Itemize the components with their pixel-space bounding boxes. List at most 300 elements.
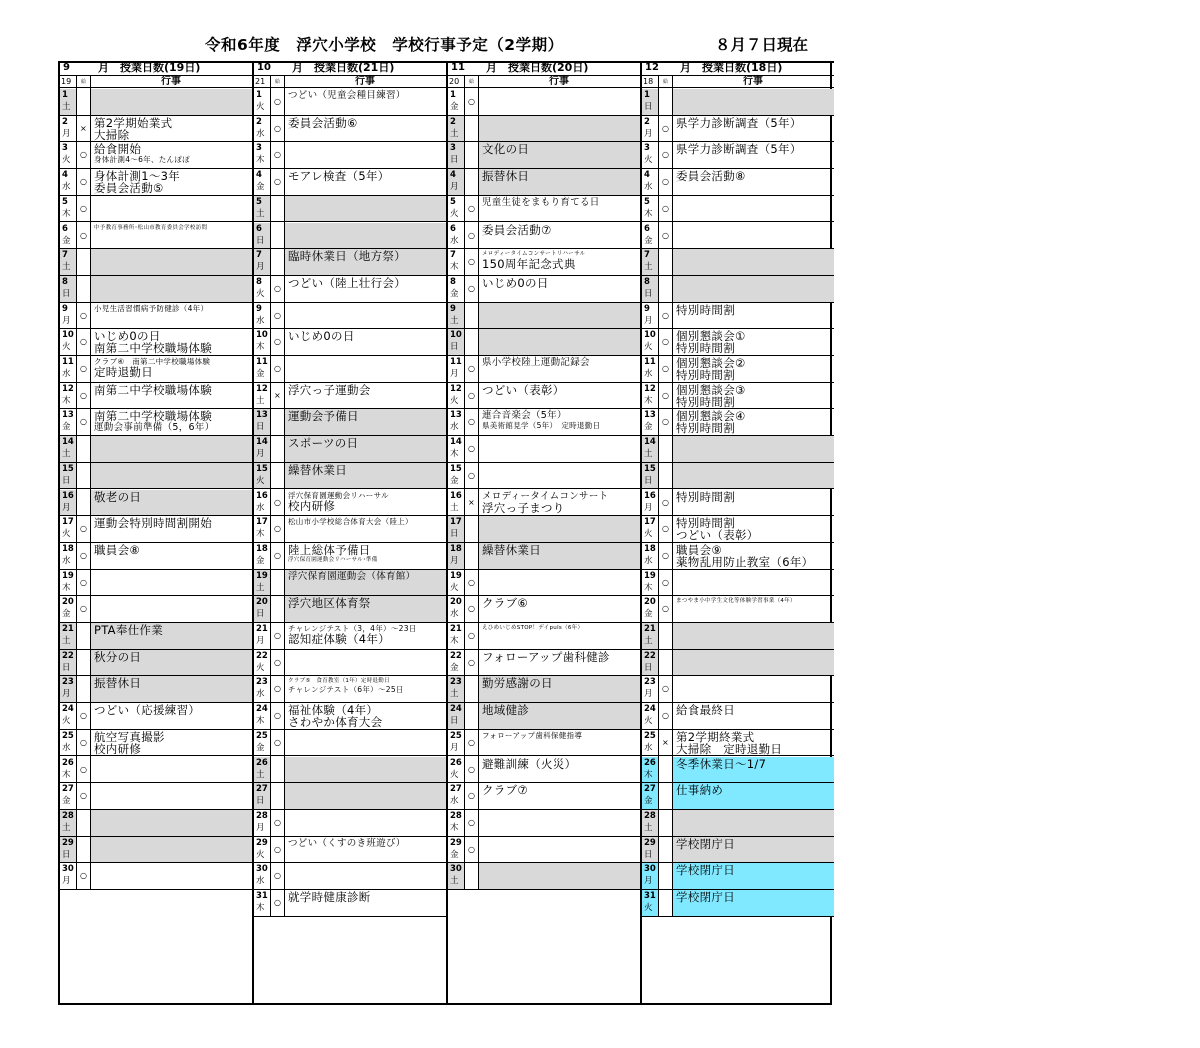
date-cell: [448, 650, 464, 676]
weekday: 日: [62, 662, 71, 673]
lunch-mark: ○: [662, 550, 669, 560]
weekday: 土: [256, 208, 265, 219]
month-title: 月 授業日数(18日): [680, 61, 783, 74]
lunch-mark: ○: [468, 97, 475, 106]
lunch-mark: ○: [662, 577, 669, 587]
date-cell: [448, 596, 464, 622]
lunch-cell: [271, 890, 284, 916]
date-cell: [642, 596, 658, 622]
lunch-mark: ○: [274, 310, 281, 320]
day-number: 18: [644, 543, 656, 554]
event-text: 松山市小学校総合体育大会（陸上）: [288, 517, 413, 527]
day-number: 25: [450, 730, 462, 741]
lunch-cell: [465, 596, 478, 622]
day-number: 20: [256, 597, 268, 608]
lunch-cell: [271, 463, 284, 489]
lunch-cell: [77, 276, 90, 302]
day-number: 9: [644, 303, 650, 314]
day-row: [254, 837, 446, 864]
day-row: [642, 890, 834, 917]
day-number: 3: [644, 143, 650, 154]
date-cell: [254, 623, 270, 649]
month-column-9: [58, 61, 252, 1003]
event-cell: [285, 730, 446, 756]
day-row: [448, 650, 640, 677]
date-cell: [448, 810, 464, 836]
weekday: 土: [450, 502, 459, 513]
event-text: まつやま小中学生文化等体験学習事業（4年）: [676, 598, 796, 605]
day-number: 26: [644, 757, 656, 768]
weekday: 木: [450, 822, 459, 833]
lunch-mark: ○: [468, 844, 475, 854]
day-number: 10: [450, 330, 462, 341]
weekday: 木: [256, 716, 265, 727]
date-cell: [254, 676, 270, 702]
day-number: 12: [450, 383, 462, 394]
day-row: [642, 409, 834, 436]
lunch-mark: ○: [274, 737, 281, 747]
event-cell: [673, 890, 834, 916]
event-cell: [479, 329, 640, 355]
day-row: [448, 142, 640, 169]
day-number: 19: [644, 570, 656, 581]
event-text: クラブ⑥: [482, 596, 529, 611]
day-number: 29: [62, 837, 74, 848]
event-text: 繰替休業日: [482, 542, 541, 557]
lunch-cell: [271, 516, 284, 542]
event-lines: [673, 143, 802, 155]
event-cell: [91, 623, 252, 649]
event-text: つどい（児童会種目練習）: [288, 90, 406, 101]
day-number: 14: [644, 437, 656, 448]
event-cell: [285, 837, 446, 863]
weekday: 月: [644, 502, 653, 513]
event-cell: [91, 676, 252, 702]
month-title: 月 授業日数(19日): [98, 61, 201, 74]
lunch-cell: [465, 623, 478, 649]
day-row: [60, 676, 252, 703]
event-lines: [285, 384, 371, 396]
month-header: [254, 61, 446, 76]
lunch-cell: [271, 249, 284, 275]
lunch-mark: ○: [80, 791, 87, 801]
weekday: 月: [256, 449, 265, 460]
day-number: 12: [62, 383, 74, 394]
day-number: 8: [62, 276, 68, 287]
weekday: 土: [644, 636, 653, 646]
event-lines: [91, 224, 207, 232]
event-lines: [673, 784, 723, 796]
lunch-cell: [77, 570, 90, 596]
day-row: [254, 596, 446, 623]
weekday: 金: [256, 555, 265, 566]
date-cell: [60, 116, 76, 142]
day-number: 11: [644, 357, 656, 367]
weekday: 火: [62, 342, 71, 353]
event-cell: [673, 436, 834, 462]
lunch-mark: ○: [274, 524, 281, 534]
day-row: [60, 89, 252, 116]
day-row: [642, 623, 834, 650]
weekday: 木: [62, 208, 71, 219]
event-cell: [285, 810, 446, 836]
day-number: 22: [450, 650, 462, 661]
date-cell: [448, 436, 464, 462]
lunch-mark: ○: [274, 337, 281, 347]
weekday: 木: [256, 529, 265, 540]
weekday: 木: [256, 155, 265, 166]
day-row: [448, 596, 640, 623]
date-cell: [60, 783, 76, 809]
event-cell: [91, 409, 252, 435]
event-text: 運動会事前準備（5，6年）: [94, 422, 215, 434]
day-row: [254, 676, 446, 703]
date-cell: [60, 409, 76, 435]
event-lines: [479, 704, 529, 716]
event-header: 行事: [549, 76, 569, 87]
event-lines: [673, 357, 746, 381]
lunch-cell: [465, 676, 478, 702]
lunch-cell: [465, 463, 478, 489]
event-text: 特別時間割: [676, 341, 735, 355]
day-row: [254, 543, 446, 570]
day-number: 21: [644, 624, 656, 634]
event-cell: [285, 623, 446, 649]
weekday: 水: [644, 742, 653, 753]
event-text: 県学力診断調査（5年）: [676, 142, 802, 157]
event-cell: [673, 276, 834, 302]
lunch-mark: ○: [80, 390, 87, 400]
weekday: 金: [450, 102, 459, 112]
event-cell: [673, 249, 834, 275]
event-text: 浮穴保育園運動会（体育館）: [288, 570, 416, 582]
day-number: 23: [256, 677, 268, 688]
lunch-cell: [659, 383, 672, 409]
lunch-cell: [77, 383, 90, 409]
event-cell: [285, 543, 446, 569]
day-number: 30: [450, 864, 462, 875]
lunch-cell: [465, 570, 478, 596]
event-text: 認知症体験（4年）: [288, 632, 391, 646]
date-cell: [448, 623, 464, 649]
lunch-cell: [271, 116, 284, 142]
date-cell: [254, 543, 270, 569]
weekday: 金: [62, 422, 71, 433]
day-row: [60, 623, 252, 650]
event-lines: [91, 143, 190, 164]
weekday: 水: [256, 876, 265, 887]
event-lines: [479, 250, 585, 270]
weekday: 土: [256, 395, 265, 406]
month-header: [60, 61, 252, 76]
day-number: 20: [644, 597, 656, 608]
event-cell: [285, 783, 446, 809]
lunch-cell: [659, 543, 672, 569]
date-cell: [448, 329, 464, 355]
weekday: 木: [450, 262, 459, 273]
lunch-cell: [659, 837, 672, 863]
weekday: 火: [644, 716, 653, 727]
event-text: 南第二中学校職場体験: [94, 341, 212, 355]
lunch-cell: [77, 116, 90, 142]
date-cell: [60, 356, 76, 382]
event-cell: [479, 356, 640, 382]
lunch-cell: [465, 863, 478, 889]
event-cell: [91, 730, 252, 756]
weekday: 月: [450, 369, 459, 379]
event-text: 特別時間割: [676, 516, 735, 531]
day-row: [642, 223, 834, 250]
month-title: 月 授業日数(21日): [292, 61, 395, 74]
event-text: 秋分の日: [94, 649, 142, 664]
day-row: [60, 409, 252, 436]
lunch-mark: ○: [80, 364, 87, 373]
event-text: いじめ0の日: [288, 329, 355, 344]
day-number: 25: [256, 730, 268, 741]
column-header-row: [642, 76, 834, 88]
lunch-header: 給: [663, 79, 669, 85]
event-text: チャレンジテスト（6年）～25日: [288, 685, 404, 695]
day-row: [254, 463, 446, 490]
day-row: [642, 810, 834, 837]
date-cell: [448, 703, 464, 729]
day-number: 1: [644, 90, 650, 100]
day-number: 11: [62, 357, 74, 367]
date-cell: [254, 570, 270, 596]
event-cell: [285, 249, 446, 275]
event-cell: [285, 516, 446, 542]
lunch-cell: [77, 409, 90, 435]
day-row: [448, 570, 640, 597]
lunch-mark: ○: [80, 711, 87, 721]
event-cell: [479, 596, 640, 622]
day-number: 16: [256, 490, 268, 501]
event-cell: [91, 383, 252, 409]
event-text: PTA奉仕作業: [94, 623, 164, 637]
lunch-cell: [77, 303, 90, 329]
day-row: [60, 490, 252, 517]
event-text: クラブ⑦: [482, 783, 529, 798]
date-cell: [448, 223, 464, 249]
event-lines: [285, 838, 406, 849]
day-number: 29: [450, 837, 462, 848]
lunch-cell: [659, 356, 672, 382]
event-text: さわやか体育大会: [288, 715, 383, 729]
weekday: 金: [62, 235, 71, 246]
day-row: [60, 303, 252, 330]
event-cell: [479, 783, 640, 809]
date-cell: [254, 490, 270, 516]
event-cell: [285, 223, 446, 249]
day-number: 8: [644, 276, 650, 287]
lunch-mark: ○: [662, 524, 669, 534]
month-number: 9: [63, 62, 70, 73]
date-cell: [60, 196, 76, 222]
event-lines: [673, 330, 746, 354]
date-cell: [60, 676, 76, 702]
day-row: [254, 730, 446, 757]
date-cell: [254, 863, 270, 889]
day-row: [448, 116, 640, 143]
day-number: 23: [644, 677, 656, 688]
event-lines: [285, 597, 371, 609]
event-cell: [673, 356, 834, 382]
day-row: [254, 890, 446, 917]
lunch-mark: ○: [468, 470, 475, 480]
weekday: 日: [256, 422, 265, 433]
day-number: 28: [450, 810, 462, 821]
day-number: 9: [62, 303, 68, 314]
day-row: [254, 650, 446, 677]
month-number: 12: [645, 62, 659, 73]
event-cell: [673, 383, 834, 409]
lunch-cell: [659, 89, 672, 115]
date-cell: [448, 142, 464, 168]
lunch-cell: [271, 490, 284, 516]
weekday: 土: [256, 582, 265, 593]
event-cell: [673, 570, 834, 596]
weekday: 日: [62, 849, 71, 860]
date-cell: [60, 570, 76, 596]
lunch-cell: [659, 196, 672, 222]
day-number: 12: [256, 383, 268, 394]
lunch-cell: [271, 703, 284, 729]
weekday: 月: [62, 689, 71, 700]
event-text: フォローアップ歯科健診: [482, 649, 610, 664]
date-cell: [642, 783, 658, 809]
event-text: つどい（表彰）: [482, 382, 565, 397]
event-cell: [673, 730, 834, 756]
event-cell: [479, 276, 640, 302]
day-row: [254, 436, 446, 463]
weekday: 水: [450, 796, 459, 807]
month-title: 月 授業日数(20日): [486, 61, 589, 74]
date-cell: [448, 196, 464, 222]
date-cell: [642, 543, 658, 569]
date-cell: [254, 169, 270, 195]
day-number: 31: [256, 891, 268, 901]
event-cell: [673, 623, 834, 649]
event-text: 南第二中学校職場体験: [94, 382, 212, 397]
date-cell: [448, 169, 464, 195]
lunch-cell: [659, 276, 672, 302]
lunch-cell: [271, 810, 284, 836]
calendar-grid: [58, 61, 832, 1005]
lunch-mark: ○: [274, 123, 281, 133]
day-row: [254, 863, 446, 890]
weekday: 金: [644, 235, 653, 246]
event-cell: [91, 783, 252, 809]
lunch-mark: ○: [468, 817, 475, 827]
day-row: [60, 223, 252, 250]
day-row: [60, 837, 252, 864]
event-cell: [479, 223, 640, 249]
weekday: 木: [450, 636, 459, 646]
date-cell: [642, 730, 658, 756]
date-cell: [60, 383, 76, 409]
day-number: 22: [62, 650, 74, 661]
weekday: 土: [62, 449, 71, 460]
day-row: [642, 730, 834, 757]
event-lines: [673, 491, 735, 503]
date-cell: [642, 142, 658, 168]
day-row: [642, 703, 834, 730]
date-cell: [642, 276, 658, 302]
event-header: 行事: [161, 76, 181, 87]
lunch-mark: ○: [662, 684, 669, 694]
lunch-mark: ○: [80, 203, 87, 213]
event-cell: [91, 169, 252, 195]
date-cell: [60, 650, 76, 676]
lunch-cell: [77, 490, 90, 516]
weekday: 木: [450, 449, 459, 460]
lunch-mark: ○: [80, 737, 87, 747]
weekday: 金: [450, 288, 459, 299]
weekday: 金: [450, 849, 459, 860]
event-text: 個別懇談会②: [676, 356, 746, 370]
day-number: 20: [62, 597, 74, 608]
date-cell: [642, 303, 658, 329]
day-row: [642, 356, 834, 383]
date-cell: [60, 863, 76, 889]
day-row: [448, 623, 640, 650]
event-lines: [479, 597, 528, 609]
lunch-cell: [465, 329, 478, 355]
day-number: 5: [644, 196, 650, 207]
event-cell: [673, 596, 834, 622]
date-cell: [448, 516, 464, 542]
event-lines: [285, 544, 378, 564]
event-text: つどい（くすのき班遊び）: [288, 837, 406, 849]
lunch-cell: [659, 596, 672, 622]
date-cell: [642, 169, 658, 195]
lunch-mark: ○: [468, 764, 475, 774]
day-number: 28: [644, 810, 656, 821]
weekday: 金: [644, 796, 653, 807]
event-text: 個別懇談会③: [676, 382, 746, 397]
event-text: 中予教育事務所･松山市教育委員会学校訪問: [94, 224, 208, 231]
lunch-mark: ○: [662, 711, 669, 721]
weekday: 金: [62, 796, 71, 807]
event-text: 避難訓練（火災）: [482, 756, 577, 771]
day-number: 24: [256, 704, 268, 715]
event-lines: [479, 651, 610, 663]
event-cell: [285, 676, 446, 702]
day-row: [448, 703, 640, 730]
event-lines: [285, 437, 358, 449]
weekday: 日: [62, 475, 71, 486]
event-cell: [479, 249, 640, 275]
event-cell: [479, 623, 640, 649]
event-cell: [479, 837, 640, 863]
date-cell: [642, 516, 658, 542]
day-number: 14: [256, 437, 268, 448]
event-lines: [285, 624, 417, 645]
lunch-cell: [465, 650, 478, 676]
event-text: 身体計測1～3年: [94, 169, 181, 184]
date-cell: [60, 730, 76, 756]
lunch-mark: ○: [274, 684, 281, 694]
event-text: 委員会活動⑧: [676, 169, 746, 184]
date-cell: [642, 356, 658, 382]
event-lines: [285, 250, 406, 262]
weekday: 土: [644, 262, 653, 273]
event-text: クラブ④ 南第二中学校職場体験: [94, 357, 211, 366]
date-cell: [254, 783, 270, 809]
event-text: 地域健診: [482, 703, 530, 718]
day-row: [60, 142, 252, 169]
event-cell: [285, 490, 446, 516]
